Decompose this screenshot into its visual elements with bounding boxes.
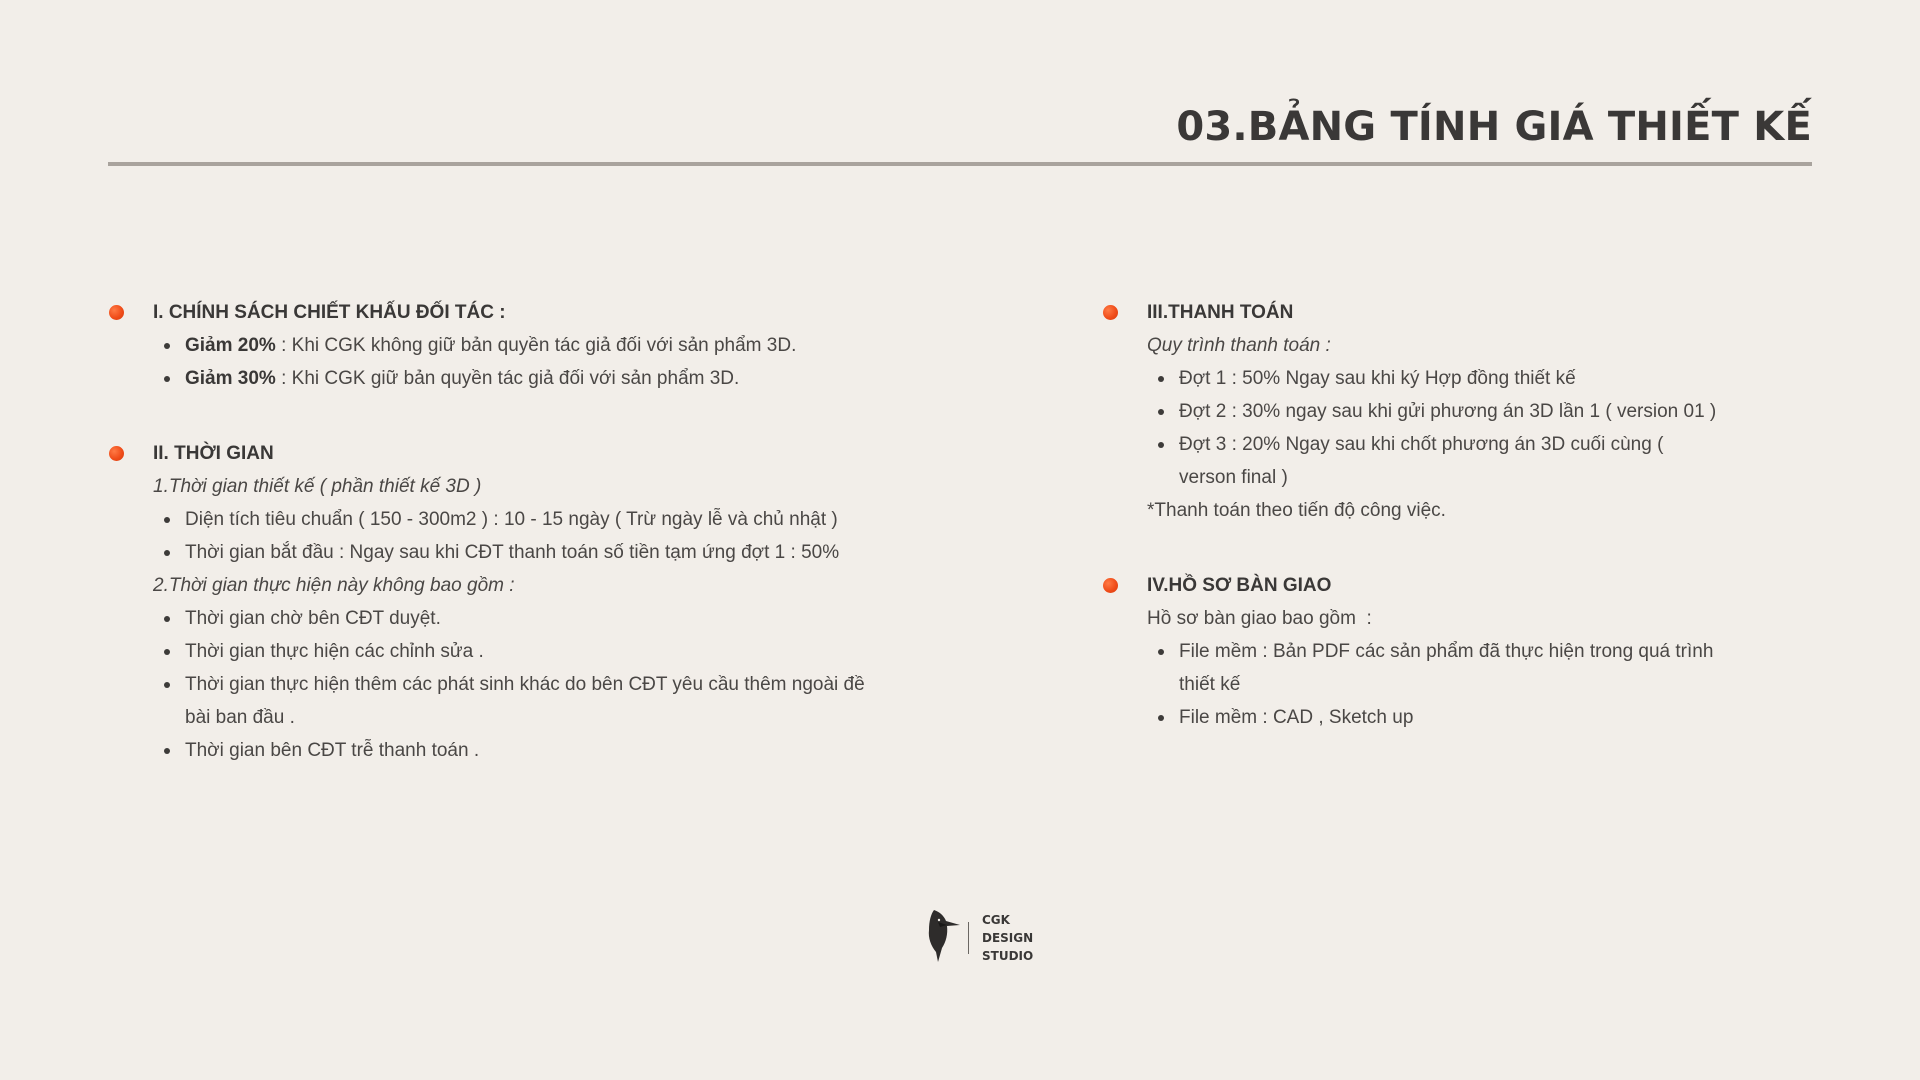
section-heading: IV.HỒ SƠ BÀN GIAO — [1147, 575, 1332, 596]
handover-list — [1147, 635, 1767, 734]
list-item: Đợt 3 : 20% Ngay sau khi chốt phương án 3D cuối cùng ( verson final ) — [1147, 428, 1719, 494]
section-payment — [1102, 296, 1767, 527]
logo-line: CGK — [982, 913, 1010, 927]
section-heading: II. THỜI GIAN — [153, 443, 274, 464]
discount-list — [153, 329, 968, 395]
list-item: Diện tích tiêu chuẩn ( 150 - 300m2 ) : 10 - 15 ngày ( Trừ ngày lễ và chủ nhật ) — [153, 503, 968, 536]
section-handover — [1102, 569, 1767, 734]
subheading: Quy trình thanh toán : — [1147, 335, 1331, 356]
title-divider — [108, 162, 1812, 166]
discount-amount: Giảm 20% — [185, 335, 276, 356]
list-item: Đợt 2 : 30% ngay sau khi gửi phương án 3D lần 1 ( version 01 ) — [1147, 395, 1767, 428]
footer-logo — [926, 908, 1046, 968]
design-time-list — [153, 503, 968, 569]
left-column — [108, 296, 968, 767]
subheading: 2.Thời gian thực hiện này không bao gồm : — [153, 575, 515, 596]
list-item: Thời gian thực hiện thêm các phát sinh khác do bên CĐT yêu cầu thêm ngoài đề bài ban đầu . — [153, 668, 873, 734]
list-item: Thời gian chờ bên CĐT duyệt. — [153, 602, 873, 635]
discount-description: : Khi CGK giữ bản quyền tác giả đối với sản phẩm 3D. — [275, 368, 740, 389]
logo-line: DESIGN — [982, 931, 1034, 945]
payment-note: *Thanh toán theo tiến độ công việc. — [1147, 500, 1446, 521]
section-heading: I. CHÍNH SÁCH CHIẾT KHẤU ĐỐI TÁC : — [153, 302, 506, 323]
list-item: File mềm : Bản PDF các sản phẩm đã thực hiện trong quá trình thiết kế — [1147, 635, 1719, 701]
discount-amount: Giảm 30% — [185, 368, 276, 389]
list-item: Thời gian bắt đầu : Ngay sau khi CĐT thanh toán số tiền tạm ứng đợt 1 : 50% — [153, 536, 968, 569]
list-item: Đợt 1 : 50% Ngay sau khi ký Hợp đồng thiết kế — [1147, 362, 1767, 395]
list-item: Thời gian thực hiện các chỉnh sửa . — [153, 635, 873, 668]
exclusions-list — [153, 602, 873, 767]
logo-line: STUDIO — [982, 949, 1034, 963]
bird-head-logo-icon — [926, 908, 962, 964]
section-bullet-icon — [109, 446, 124, 461]
section-heading: III.THANH TOÁN — [1147, 302, 1294, 323]
page-title: 03.BẢNG TÍNH GIÁ THIẾT KẾ — [1176, 104, 1812, 150]
list-item — [153, 362, 968, 395]
subheading: Hồ sơ bàn giao bao gồm : — [1147, 608, 1372, 629]
list-item: Thời gian bên CĐT trễ thanh toán . — [153, 734, 873, 767]
list-item: File mềm : CAD , Sketch up — [1147, 701, 1767, 734]
list-item — [153, 329, 968, 362]
section-discount-policy — [108, 296, 968, 395]
discount-description: : Khi CGK không giữ bản quyền tác giả đối với sản phẩm 3D. — [275, 335, 797, 356]
payment-list — [1147, 362, 1767, 494]
right-column — [1102, 296, 1802, 734]
section-timeline — [108, 437, 968, 767]
section-bullet-icon — [1103, 578, 1118, 593]
section-bullet-icon — [1103, 305, 1118, 320]
subheading: 1.Thời gian thiết kế ( phần thiết kế 3D ) — [153, 476, 482, 497]
logo-divider — [968, 922, 969, 954]
logo-wordmark — [982, 911, 1033, 965]
section-bullet-icon — [109, 305, 124, 320]
